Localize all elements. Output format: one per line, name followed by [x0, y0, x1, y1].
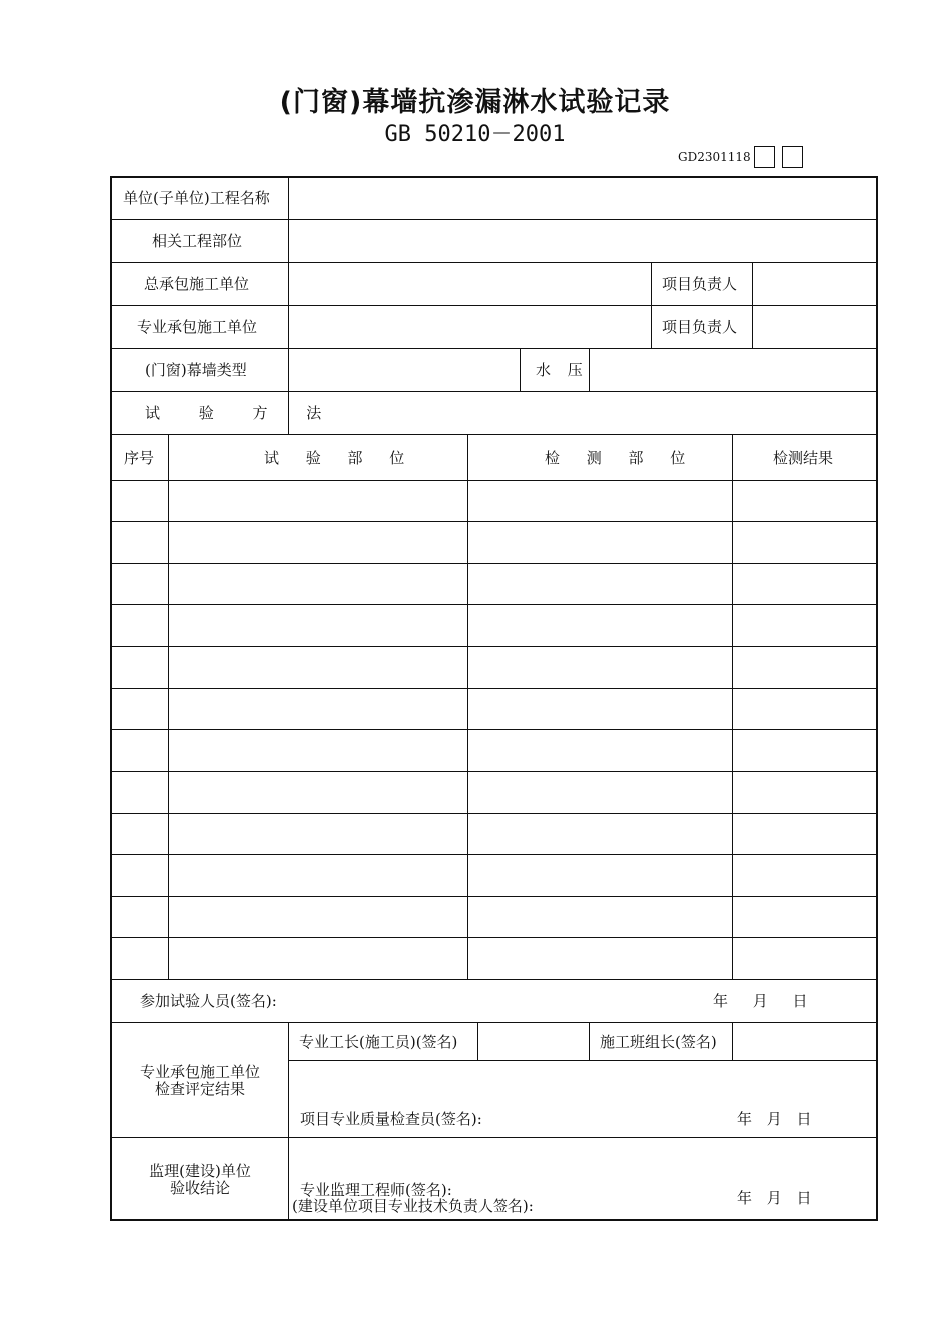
general-contractor-field[interactable] — [290, 264, 650, 304]
label-project-manager-2: 项目负责人 — [662, 318, 738, 336]
team-leader-signature-field[interactable] — [734, 1024, 875, 1059]
supervision-date: 年 月 日 — [737, 1189, 812, 1207]
engineer-label: 专业监理工程师(签名): — [300, 1181, 452, 1199]
form-code-box-1[interactable] — [754, 146, 775, 168]
label-project-name: 单位(子单位)工程名称 — [123, 189, 270, 207]
project-manager-2-field[interactable] — [754, 307, 875, 347]
test-method-field[interactable] — [290, 393, 875, 433]
related-part-field[interactable] — [290, 221, 875, 261]
label-test-method: 试 验 方 法 — [145, 404, 339, 422]
contractor-date: 年 月 日 — [737, 1110, 812, 1128]
label-curtain-type: (门窗)幕墙类型 — [145, 361, 247, 379]
foreman-signature-field[interactable] — [479, 1024, 587, 1059]
foreman-label: 专业工长(施工员)(签名) — [299, 1033, 458, 1051]
label-project-manager-1: 项目负责人 — [662, 275, 738, 293]
owner-rep-label: (建设单位项目专业技术负责人签名): — [292, 1197, 534, 1215]
participants-date: 年 月 日 — [713, 992, 808, 1010]
project-name-field[interactable] — [290, 178, 875, 218]
col-inspect-part: 检 测 部 位 — [545, 449, 697, 467]
contractor-label-1: 专业承包施工单位 — [139, 1063, 260, 1081]
page-title: (门窗)幕墙抗渗漏淋水试验记录 — [279, 87, 671, 118]
project-manager-1-field[interactable] — [754, 264, 875, 304]
label-related-part: 相关工程部位 — [152, 232, 243, 250]
col-test-part: 试 验 部 位 — [264, 449, 416, 467]
participants-label: 参加试验人员(签名): — [140, 992, 277, 1010]
supervision-label-2: 验收结论 — [169, 1179, 230, 1197]
specialty-contractor-field[interactable] — [290, 307, 650, 347]
contractor-label-2: 检查评定结果 — [154, 1080, 245, 1098]
supervision-label-1: 监理(建设)单位 — [149, 1162, 251, 1180]
label-general-contractor: 总承包施工单位 — [144, 275, 250, 293]
water-pressure-field[interactable] — [591, 350, 875, 390]
qc-inspector-label: 项目专业质量检查员(签名): — [300, 1110, 482, 1128]
form-code: GD2301118 — [678, 150, 751, 164]
curtain-type-field[interactable] — [290, 350, 519, 390]
label-specialty-contractor: 专业承包施工单位 — [137, 318, 258, 336]
team-leader-label: 施工班组长(签名) — [600, 1033, 717, 1051]
col-result: 检测结果 — [773, 449, 834, 467]
standard-code: GB 50210－2001 — [384, 122, 566, 147]
col-seq: 序号 — [124, 449, 155, 467]
form-code-box-2[interactable] — [782, 146, 803, 168]
label-water-pressure: 水 压 — [536, 361, 589, 379]
